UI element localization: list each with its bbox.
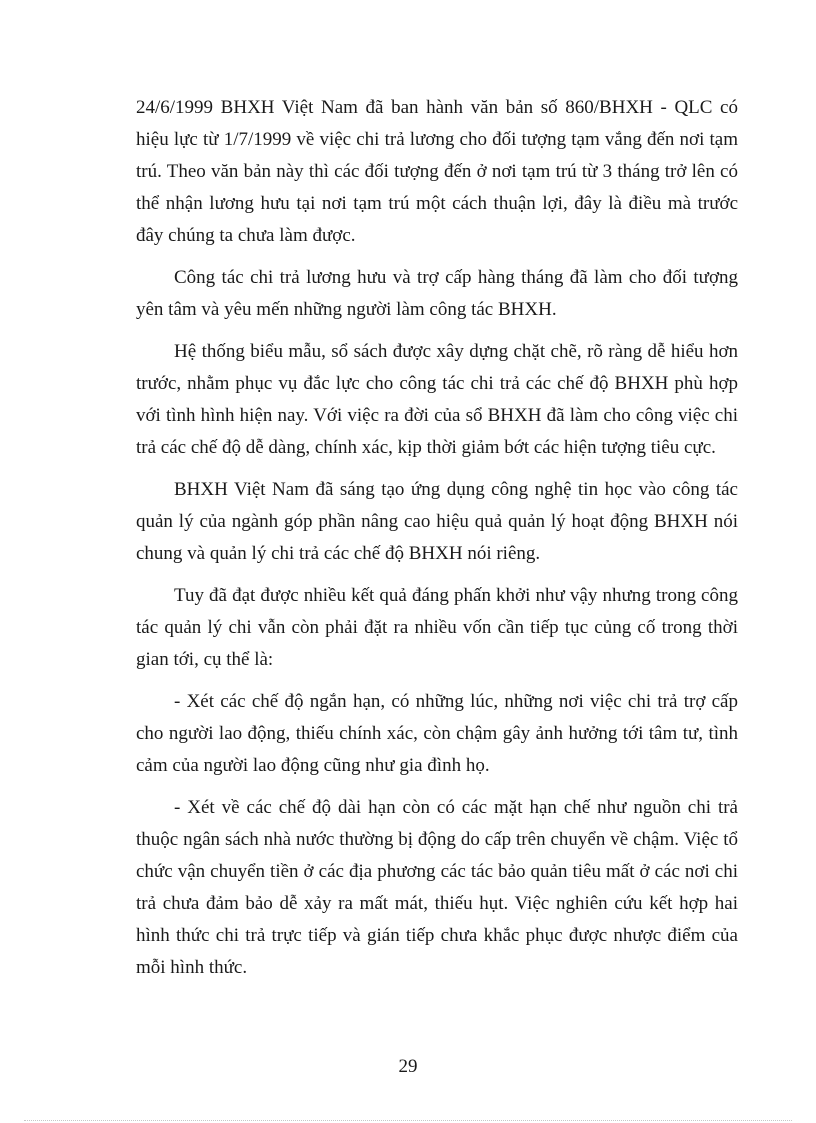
page-number: 29 xyxy=(398,1056,418,1077)
paragraph-forms-system: Hệ thống biểu mẫu, sổ sách được xây dựng chặt chẽ, rõ ràng dễ hiểu hơn trước, nhằm phục vụ đắc lực cho công tác chi trả các chế độ BHXH phù hợp với tình hình hiện nay. Với việc ra đời của sổ BHXH đã làm cho công việc chi trả các chế độ dễ dàng, chính xác, kịp thời giảm bớt các hiện tượng tiêu cực. xyxy=(136,341,738,458)
paragraph-remaining-issues: Tuy đã đạt được nhiều kết quả đáng phấn khởi như vậy nhưng trong công tác quản lý chi vẫn còn phải đặt ra nhiều vốn cần tiếp tục củng cố trong thời gian tới, cụ thể là: xyxy=(136,585,738,670)
paragraph-payment-work: Công tác chi trả lương hưu và trợ cấp hàng tháng đã làm cho đối tượng yên tâm và yêu mến những người làm công tác BHXH. xyxy=(136,267,738,320)
paragraph-it-application: BHXH Việt Nam đã sáng tạo ứng dụng công nghệ tin học vào công tác quản lý của ngành góp phần nâng cao hiệu quả quản lý hoạt động BHXH nói chung và quản lý chi trả các chế độ BHXH nói riêng. xyxy=(136,479,738,564)
bottom-divider xyxy=(24,1120,792,1121)
paragraph-short-term-regimes: - Xét các chế độ ngắn hạn, có những lúc, những nơi việc chi trả trợ cấp cho người lao động, thiếu chính xác, còn chậm gây ảnh hưởng tới tâm tư, tình cảm của người lao động cũng như gia đình họ. xyxy=(136,691,738,776)
paragraph-continuation: 24/6/1999 BHXH Việt Nam đã ban hành văn bản số 860/BHXH - QLC có hiệu lực từ 1/7/1999 về việc chi trả lương cho đối tượng tạm vắng đến nơi tạm trú. Theo văn bản này thì các đối tượng đến ở nơi tạm trú từ 3 tháng trở lên có thể nhận lương hưu tại nơi tạm trú một cách thuận lợi, đây là điều mà trước đây chúng ta chưa làm được. xyxy=(136,97,738,246)
body-text xyxy=(136,92,738,994)
paragraph-long-term-regimes: - Xét về các chế độ dài hạn còn có các mặt hạn chế như nguồn chi trả thuộc ngân sách nhà nước thường bị động do cấp trên chuyển về chậm. Việc tổ chức vận chuyển tiền ở các địa phương các tác bảo quản tiêu mất ở các nơi chi trả chưa đảm bảo dễ xảy ra mất mát, thiếu hụt. Việc nghiên cứu kết hợp hai hình thức chi trả trực tiếp và gián tiếp chưa khắc phục được nhược điểm của mỗi hình thức. xyxy=(136,797,738,978)
